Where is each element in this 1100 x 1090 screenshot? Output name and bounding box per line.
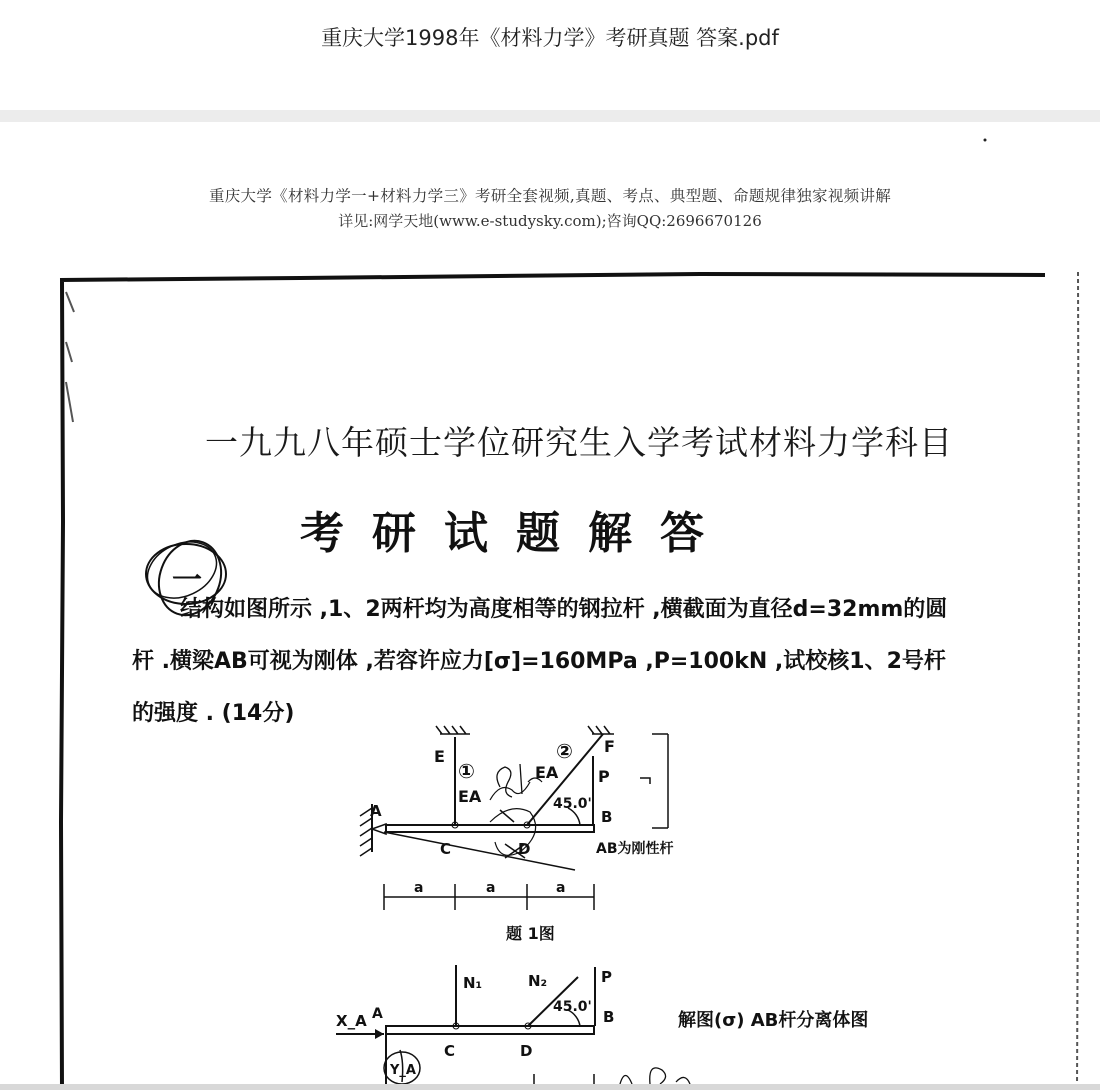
page-header-line1: 重庆大学《材料力学一+材料力学三》考研全套视频,真题、考点、典型题、命题规律独家视频讲解 — [208, 187, 892, 205]
fig1-dim-a3: a — [556, 880, 566, 896]
fig1-caption: 题 1图 — [506, 924, 555, 943]
fig2-caption: 解图(σ) AB杆分离体图 — [678, 1010, 869, 1031]
fig1-angle: 45.0' — [553, 796, 592, 812]
question-number: 一 — [172, 563, 202, 598]
scan-speck — [984, 139, 987, 142]
figure-2 — [336, 965, 868, 1090]
scan-right-border — [1077, 272, 1079, 1090]
exam-main-title: 一九九八年硕士学位研究生入学考试材料力学科目 — [205, 423, 953, 462]
fig1-label-D: D — [518, 840, 531, 858]
fig1-bar1-number: ① — [458, 759, 475, 783]
fig1-note: AB为刚性杆 — [596, 841, 674, 857]
viewer-gap — [0, 110, 1100, 122]
fig1-label-E: E — [434, 747, 445, 766]
fig1-label-B: B — [601, 808, 613, 826]
pdf-page[interactable] — [0, 122, 1100, 1090]
fig2-label-C: C — [444, 1042, 456, 1060]
scan-left-border — [61, 282, 63, 1090]
fig2-label-N2: N₂ — [528, 972, 548, 990]
fig2-label-YA: Y_A — [390, 1063, 416, 1078]
fig2-label-P: P — [601, 968, 612, 986]
fig1-label-C: C — [440, 840, 452, 858]
scan-top-border — [60, 274, 1045, 280]
fig2-angle: 45.0' — [553, 999, 592, 1015]
question-text-line2: 杆 .横梁AB可视为刚体 ,若容许应力[σ]=160MPa ,P=100kN ,试校核1、2号杆 — [132, 649, 946, 674]
page-header-line2: 详见:网学天地(www.e-studysky.com);咨询QQ:2696670126 — [338, 212, 762, 230]
question-text-line1: 结构如图所示 ,1、2两杆均为高度相等的钢拉杆 ,横截面为直径d=32mm的圆 — [180, 597, 948, 622]
fig1-label-F: F — [604, 737, 615, 756]
figure-1 — [360, 726, 674, 943]
fig2-label-D: D — [520, 1042, 533, 1060]
viewer-bottom-edge — [0, 1084, 1100, 1090]
fig2-label-B: B — [603, 1008, 615, 1026]
fig2-label-N1: N₁ — [463, 974, 483, 992]
title-bar — [0, 0, 1100, 111]
question-text-line3: 的强度 . (14分) — [132, 701, 295, 726]
fig1-label-P: P — [598, 767, 610, 786]
fig1-bar2-number: ② — [556, 739, 573, 763]
fig2-label-XA: X_A — [336, 1012, 367, 1030]
fig1-label-A: A — [370, 802, 382, 820]
document-title: 重庆大学1998年《材料力学》考研真题 答案.pdf — [321, 26, 779, 50]
fig1-dim-a1: a — [414, 880, 424, 896]
fig2-label-A: A — [372, 1006, 383, 1022]
exam-subtitle: 考研试题解答 — [300, 508, 732, 559]
fig1-label-EA1: EA — [458, 787, 482, 806]
fig1-label-EA2: EA — [535, 763, 559, 782]
scan-noise-left — [66, 292, 74, 422]
fig1-dim-a2: a — [486, 880, 496, 896]
